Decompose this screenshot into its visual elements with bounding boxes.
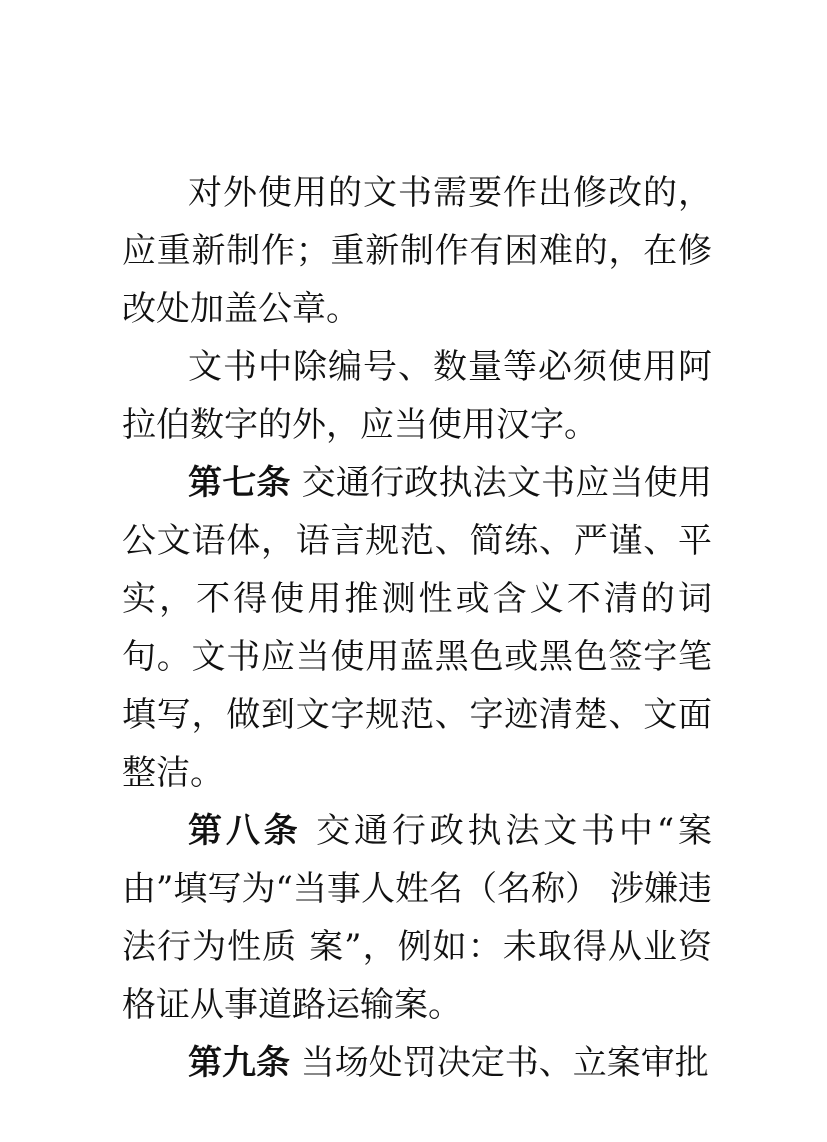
article-9: [122, 1034, 712, 1092]
document-body: [122, 164, 712, 1092]
article-heading: 第八条: [188, 811, 302, 851]
paragraph-revision-rule: [122, 164, 712, 338]
paragraph-numeral-rule: [122, 338, 712, 454]
paragraph-text: 文书中除编号、数量等必须使用阿拉伯数字的外，应当使用汉字。: [122, 347, 712, 445]
article-heading: 第九条: [188, 1043, 290, 1083]
article-heading: 第七条: [188, 463, 291, 503]
paragraph-text: 交通行政执法文书中“案由”填写为“当事人姓名（名称） 涉嫌违法行为性质 案”，例如：未取得从业资格证从事道路运输案。: [122, 811, 712, 1025]
paragraph-text: 交通行政执法文书应当使用公文语体，语言规范、简练、严谨、平实，不得使用推测性或含义不清的词句。文书应当使用蓝黑色或黑色签字笔填写，做到文字规范、字迹清楚、文面整洁。: [122, 463, 712, 793]
article-8: [122, 802, 712, 1034]
paragraph-text: 对外使用的文书需要作出修改的，应重新制作；重新制作有困难的，在修改处加盖公章。: [122, 173, 712, 329]
paragraph-text: 当场处罚决定书、立案审批: [290, 1043, 709, 1083]
article-7: [122, 454, 712, 802]
